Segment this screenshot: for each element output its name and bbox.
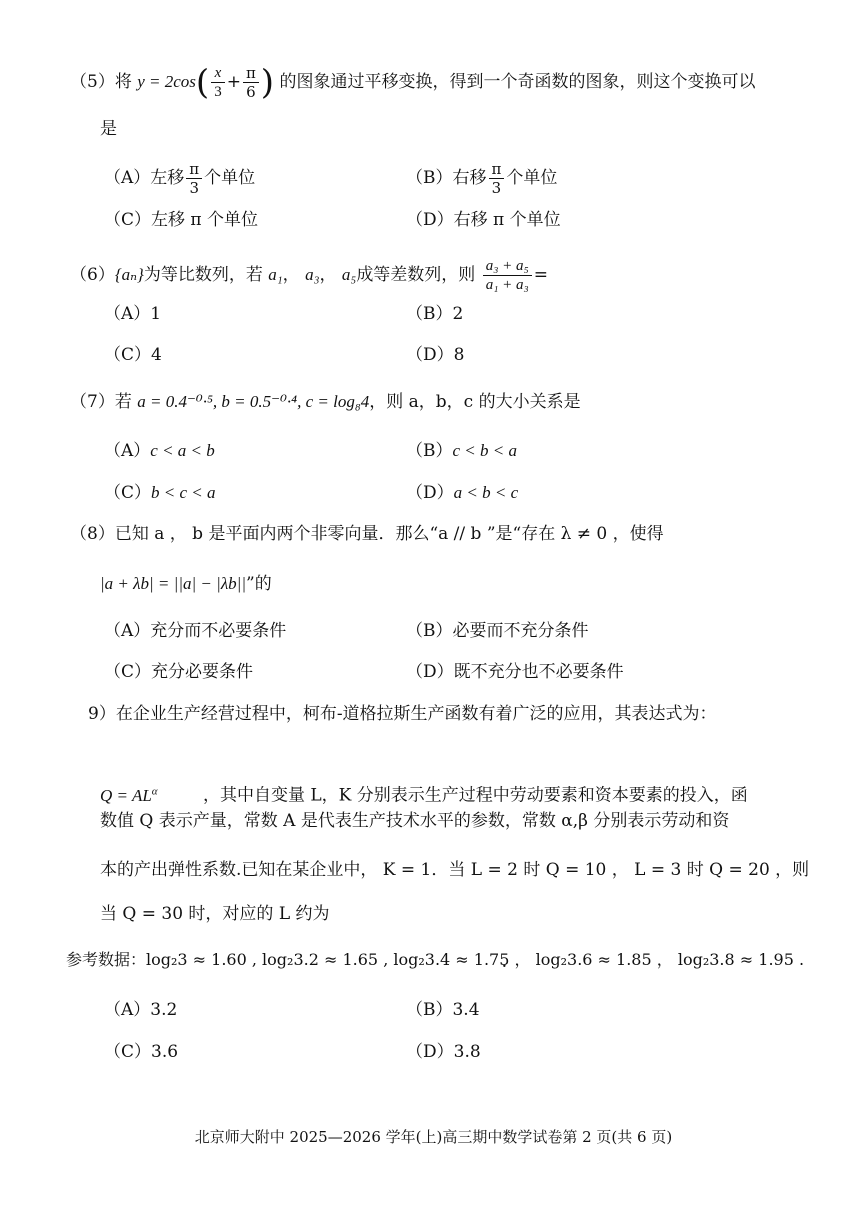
q9-stem-line4: 本的产出弹性系数.已知在某企业中， K = 1．当 L = 2 时 Q = 10 ， L = 3 时 Q = 20 ，则	[100, 860, 810, 880]
q9-option-d[interactable]: （D）3.8	[406, 1042, 481, 1062]
q7-option-d[interactable]: （D）a < b < c	[406, 483, 519, 503]
q8-stem-cont: |a + λb| = ||a| − |λb||”的	[100, 574, 272, 594]
q6-option-d[interactable]: （D）8	[406, 345, 465, 365]
q5-stem: （5）将 y = 2cos( $\frac{x}{3}$ + $\frac{\pi}{6}$ ) 的图象通过平移变换，得到一个奇函数的图象，则这个变换可以	[70, 62, 756, 103]
q8-vector-expression: |a + λb| = ||a| − |λb||	[100, 574, 247, 593]
q8-option-b[interactable]: （B）必要而不充分条件	[406, 621, 589, 641]
q7-expression: a = 0.4⁻⁰·⁵, b = 0.5⁻⁰·⁴, c = log₈4	[137, 392, 370, 411]
q5-stem-cont: 是	[100, 119, 117, 139]
q5-option-a[interactable]: （A）左移 $\frac{\pi}{3}$ 个单位	[104, 160, 256, 197]
q7-number: （7）若	[70, 392, 132, 412]
q5-b-fraction: $\frac{\pi}{3}$	[489, 160, 505, 197]
q5-option-d[interactable]: （D）右移 π 个单位	[406, 210, 561, 230]
q6-option-b[interactable]: （B）2	[406, 304, 464, 324]
q5-option-b[interactable]: （B）右移 $\frac{\pi}{3}$ 个单位	[406, 160, 558, 197]
q6-stem: （6）{aₙ}为等比数列，若 a₁， a₃， a₅成等差数列，则 $\frac{\text{a₃ + a₅}}{\text{a₁ + a₃}}$ =	[70, 258, 549, 293]
q5-number: （5）将	[70, 72, 132, 92]
q9-formula: $Q = AL^\alpha$	[100, 785, 158, 805]
q5-text: 的图象通过平移变换，得到一个奇函数的图象，则这个变换可以	[279, 72, 756, 92]
q9-stem-line2: $Q = AL^\alpha$ ，其中自变量 L，K 分别表示生产过程中劳动要素和资本要素的投入，函	[100, 785, 748, 806]
q6-ratio-fraction: $\frac{\text{a₃ + a₅}}{\text{a₁ + a₃}}$	[483, 257, 532, 294]
q9-option-c[interactable]: （C）3.6	[104, 1042, 179, 1062]
q5-fraction-pi-6: $\frac{\pi}{6}$	[243, 64, 259, 101]
q7-option-b[interactable]: （B）c < b < a	[406, 441, 517, 461]
q7-stem: （7）若 a = 0.4⁻⁰·⁵, b = 0.5⁻⁰·⁴, c = log₈4，则 a，b，c 的大小关系是	[70, 392, 581, 412]
q8-option-a[interactable]: （A）充分而不必要条件	[104, 621, 287, 641]
page-footer: 北京师大附中 2025—2026 学年(上)高三期中数学试卷第 2 页(共 6 页)	[194, 1128, 673, 1146]
q8-stem: （8）已知 a ， b 是平面内两个非零向量．那么“a // b ”是“存在 λ ≠ 0 ，使得	[70, 524, 664, 544]
q6-sequence: {aₙ}	[114, 265, 144, 284]
q8-option-d[interactable]: （D）既不充分也不必要条件	[406, 662, 624, 682]
q5-fraction-x-3: $\frac{x}{3}$	[211, 64, 225, 101]
q9-stem-line5: 当 Q = 30 时，对应的 L 约为	[100, 904, 330, 924]
q6-option-c[interactable]: （C）4	[104, 345, 162, 365]
q5-a-fraction: $\frac{\pi}{3}$	[186, 160, 202, 197]
q6-option-a[interactable]: （A）1	[104, 304, 162, 324]
q9-option-a[interactable]: （A）3.2	[104, 1000, 178, 1020]
q9-option-b[interactable]: （B）3.4	[406, 1000, 480, 1020]
q5-option-c[interactable]: （C）左移 π 个单位	[104, 210, 258, 230]
q7-option-c[interactable]: （C）b < c < a	[104, 483, 216, 503]
q9-reference-data: 参考数据：log₂3 ≈ 1.60 , log₂3.2 ≈ 1.65 , log₂3.4 ≈ 1.75 • ， log₂3.6 ≈ 1.85 ， log₂3.8 ≈ 1.95 .	[66, 948, 804, 972]
q7-option-a[interactable]: （A）c < a < b	[104, 441, 215, 461]
q9-stem-line1: 9）在企业生产经营过程中，柯布-道格拉斯生产函数有着广泛的应用，其表达式为：	[88, 704, 717, 724]
q5-function: y = 2cos	[137, 72, 196, 91]
q8-option-c[interactable]: （C）充分必要条件	[104, 662, 254, 682]
q9-stem-line3: 数值 Q 表示产量，常数 A 是代表生产技术水平的参数，常数 α,β 分别表示劳动和资	[100, 811, 730, 831]
q6-number: （6）	[70, 265, 115, 285]
